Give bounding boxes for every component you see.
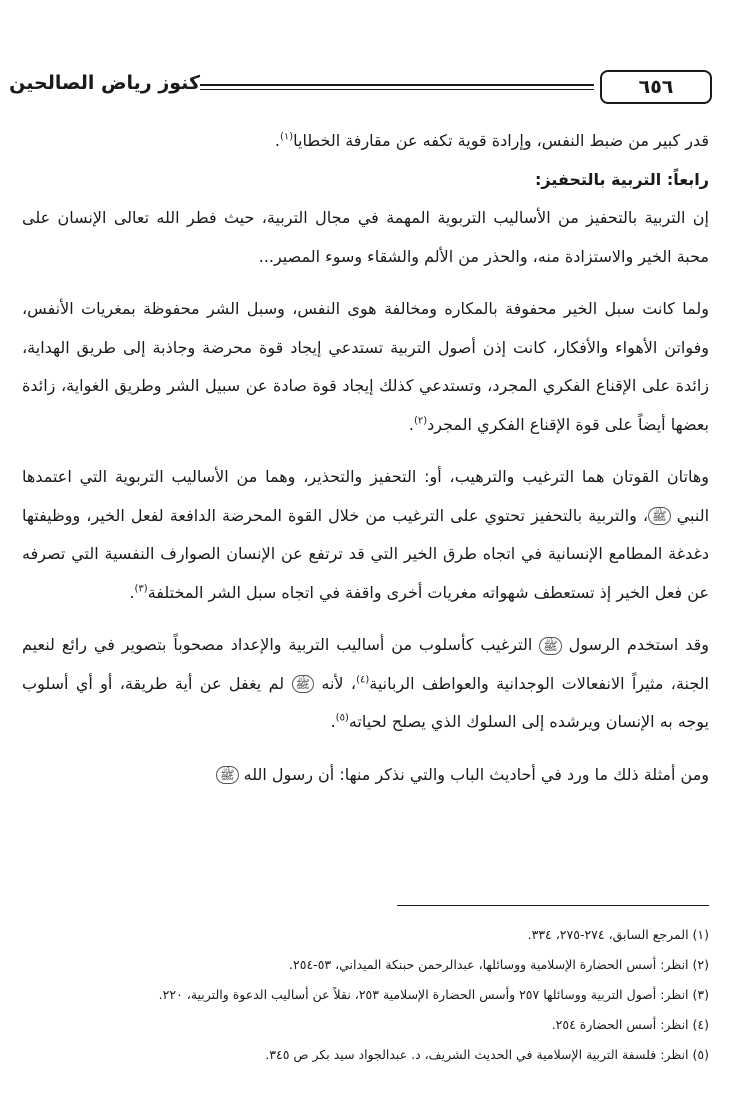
salawat-glyph: ﷺ bbox=[216, 766, 239, 784]
section-heading: رابعاً: التربية بالتحفيز: bbox=[535, 169, 709, 189]
footnote-ref-3: (٣) bbox=[134, 583, 148, 595]
footnote-separator bbox=[397, 905, 709, 906]
page-header bbox=[9, 70, 712, 106]
paragraph-3: ولما كانت سبل الخير محفوفة بالمكاره ومخالفة هوى النفس، وسبل الشر محفوظة بمغريات الأنفس، وفواتن الأهواء والأفكار، كانت إذن أصول التربية تستدعي إيجاد قوة محرضة وجاذبة إلى طريق الهداية، زائدة على الإقناع الفكري المجرد، وتستدعي كذلك إيجاد قوة صادة عن سبيل الشر وطريق الغواية، زائدة بعضها أيضاً على قوة الإقناع الفكري المجرد$^{(٢)}$. bbox=[22, 299, 709, 434]
footnote-5: (٥) انظر: فلسفة التربية الإسلامية في الحديث الشريف، د. عبدالجواد سيد بكر ص ٣٤٥. bbox=[265, 1047, 709, 1062]
footnote-ref-2: (٢) bbox=[413, 415, 428, 427]
salawat-glyph: ﷺ bbox=[292, 675, 315, 693]
footnote-1: (١) المرجع السابق، ٢٧٤-٢٧٥، ٣٣٤. bbox=[527, 927, 709, 942]
footnotes bbox=[22, 920, 709, 1070]
footnote-4: (٤) انظر: أسس الحضارة ٢٥٤. bbox=[551, 1017, 709, 1032]
paragraph-1: قدر كبير من ضبط النفس، وإرادة قوية تكفه عن مقارفة الخطايا$^{(١)}$. bbox=[274, 131, 709, 150]
paragraph-2: إن التربية بالتحفيز من الأساليب التربوية المهمة في مجال التربية، حيث فطر الله تعالى الإنسان على محبة الخير والاستزادة منه، والحذر من الألم والشقاء وسوء المصير... bbox=[22, 208, 709, 266]
running-title: كنوز رياض الصالحين bbox=[9, 72, 200, 94]
footnote-ref-1: (١) bbox=[279, 131, 294, 143]
salawat-glyph: ﷺ bbox=[648, 507, 671, 525]
footnote-ref-5: (٥) bbox=[335, 712, 349, 724]
page-number: ٦٥٦ bbox=[600, 70, 712, 104]
footnote-2: (٢) انظر: أسس الحضارة الإسلامية ووسائلها، عبدالرحمن حبنكة الميداني، ٥٣-٢٥٤. bbox=[289, 957, 709, 972]
salawat-glyph: ﷺ bbox=[539, 637, 562, 655]
paragraph-6: ومن أمثلة ذلك ما ورد في أحاديث الباب والتي نذكر منها: أن رسول الله ﷺ bbox=[22, 756, 709, 795]
footnote-3: (٣) انظر: أصول التربية ووسائلها ٢٥٧ وأسس الحضارة الإسلامية ٢٥٣، نقلاً عن أساليب الدعوة والتربية، ٢٢٠. bbox=[158, 987, 709, 1002]
header-rule bbox=[200, 84, 594, 90]
paragraph-5: وقد استخدم الرسول ﷺ الترغيب كأسلوب من أساليب التربية والإعداد مصحوباً بتصوير في رائع لنعيم الجنة، مثيراً الانفعالات الوجدانية والعواطف الربانية$^{(٤)}$، لأنه ﷺ لم يغفل عن أية طريقة، أو أي أسلوب يوجه به الإنسان ويرشده إلى السلوك الذي يصلح لحياته$^{(٥)}$. bbox=[22, 635, 709, 731]
paragraph-4: وهاتان القوتان هما الترغيب والترهيب، أو: التحفيز والتحذير، وهما من الأساليب التربوية التي اعتمدها النبي ﷺ، والتربية بالتحفيز تحتوي على الترغيب من خلال القوة المحرضة الدافعة لفعل الخير، ووظيفتها دغدغة المطامع الإنسانية في اتجاه طرق الخير التي قد ترتفع عن الإنسان الصوارف النفسية التي تصرفه عن فعل الخير إذ تستعطف شهواته مغريات أخرى واقفة في اتجاه سبل الشر المختلفة$^{(٣)}$. bbox=[22, 467, 710, 602]
body-text bbox=[22, 122, 709, 794]
footnote-ref-4: (٤) bbox=[356, 674, 370, 686]
